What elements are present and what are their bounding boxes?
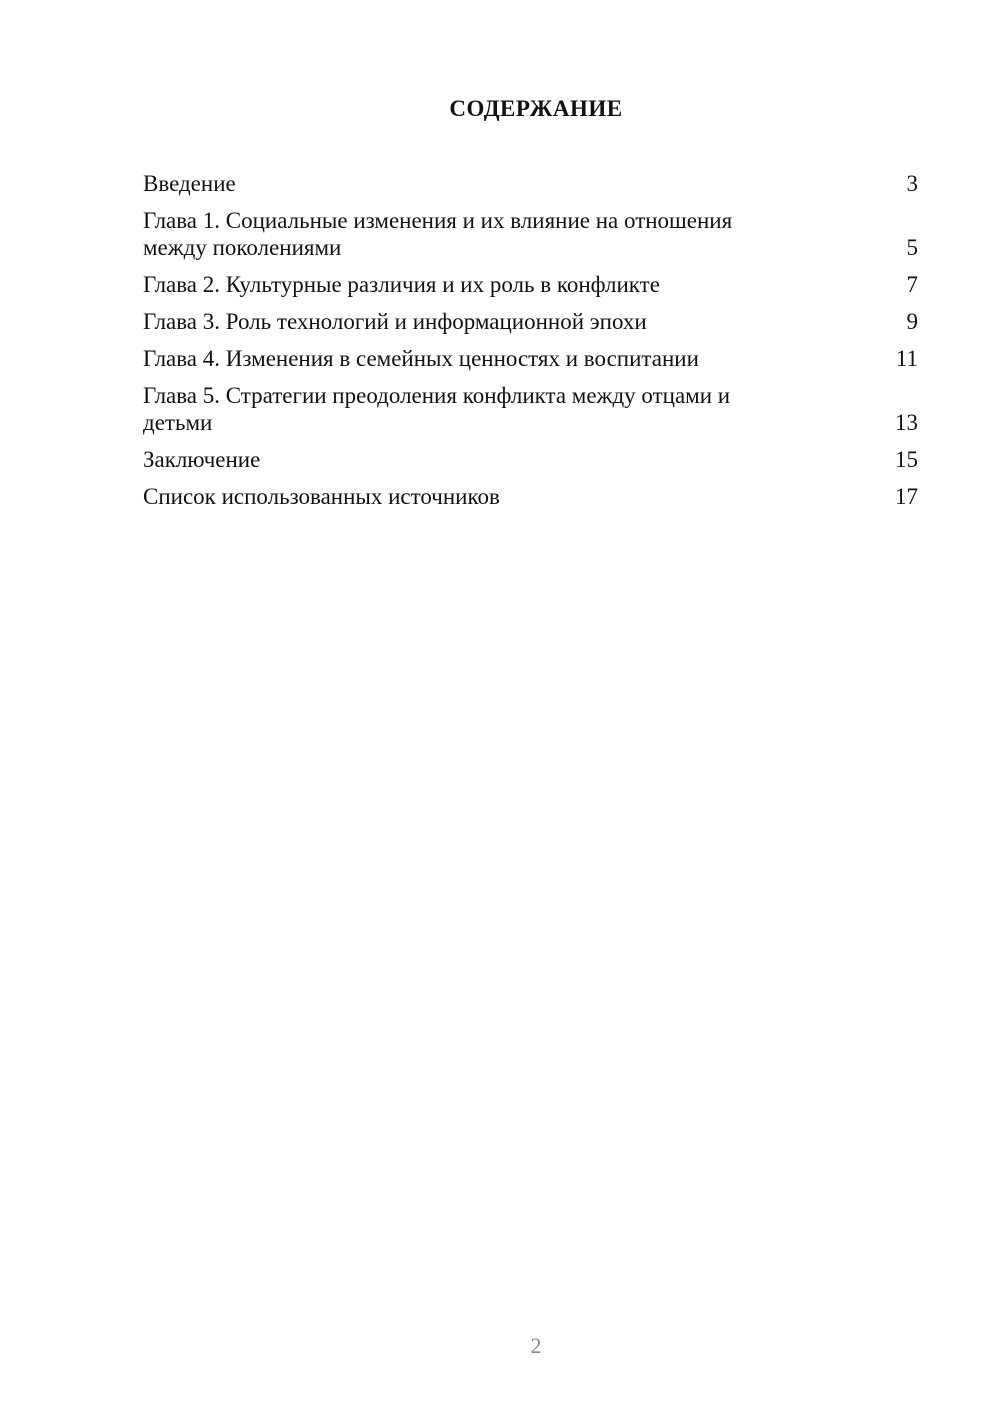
toc-entry-introduction bbox=[143, 170, 918, 197]
toc-entry-title: Глава 3. Роль технологий и информационной эпохи bbox=[143, 309, 647, 334]
toc-entry-chapter-4 bbox=[143, 345, 918, 372]
toc-entry-chapter-3 bbox=[143, 308, 918, 335]
toc-entry-page: 7 bbox=[906, 272, 918, 297]
toc-entry-references bbox=[143, 483, 918, 510]
toc-entry-page: 15 bbox=[895, 447, 918, 472]
toc-entry-page: 3 bbox=[906, 171, 918, 196]
toc-entry-title: Список использованных источников bbox=[143, 484, 500, 509]
toc-entry-title: Глава 2. Культурные различия и их роль в конфликте bbox=[143, 272, 660, 297]
toc-entry-title: Заключение bbox=[143, 447, 261, 472]
toc-entry-title: Глава 5. Стратегии преодоления конфликта между отцами и детьми bbox=[143, 383, 731, 435]
toc-entry-page: 11 bbox=[895, 346, 918, 371]
toc-entry-page: 17 bbox=[895, 484, 918, 509]
toc-entry-title: Глава 4. Изменения в семейных ценностях и воспитании bbox=[143, 346, 699, 371]
toc-entry-title: Введение bbox=[143, 171, 236, 196]
table-of-contents bbox=[143, 170, 918, 520]
toc-entry-title: Глава 1. Социальные изменения и их влияние на отношения между поколениями bbox=[143, 208, 733, 260]
toc-entry-chapter-5 bbox=[143, 382, 918, 436]
toc-heading: СОДЕРЖАНИЕ bbox=[449, 96, 623, 121]
toc-entry-chapter-1 bbox=[143, 207, 918, 261]
toc-entry-page: 13 bbox=[895, 410, 918, 435]
toc-entry-conclusion bbox=[143, 446, 918, 473]
toc-entry-page: 9 bbox=[906, 309, 918, 334]
toc-entry-page: 5 bbox=[906, 235, 918, 260]
page-number: 2 bbox=[530, 1333, 542, 1358]
toc-entry-chapter-2 bbox=[143, 271, 918, 298]
